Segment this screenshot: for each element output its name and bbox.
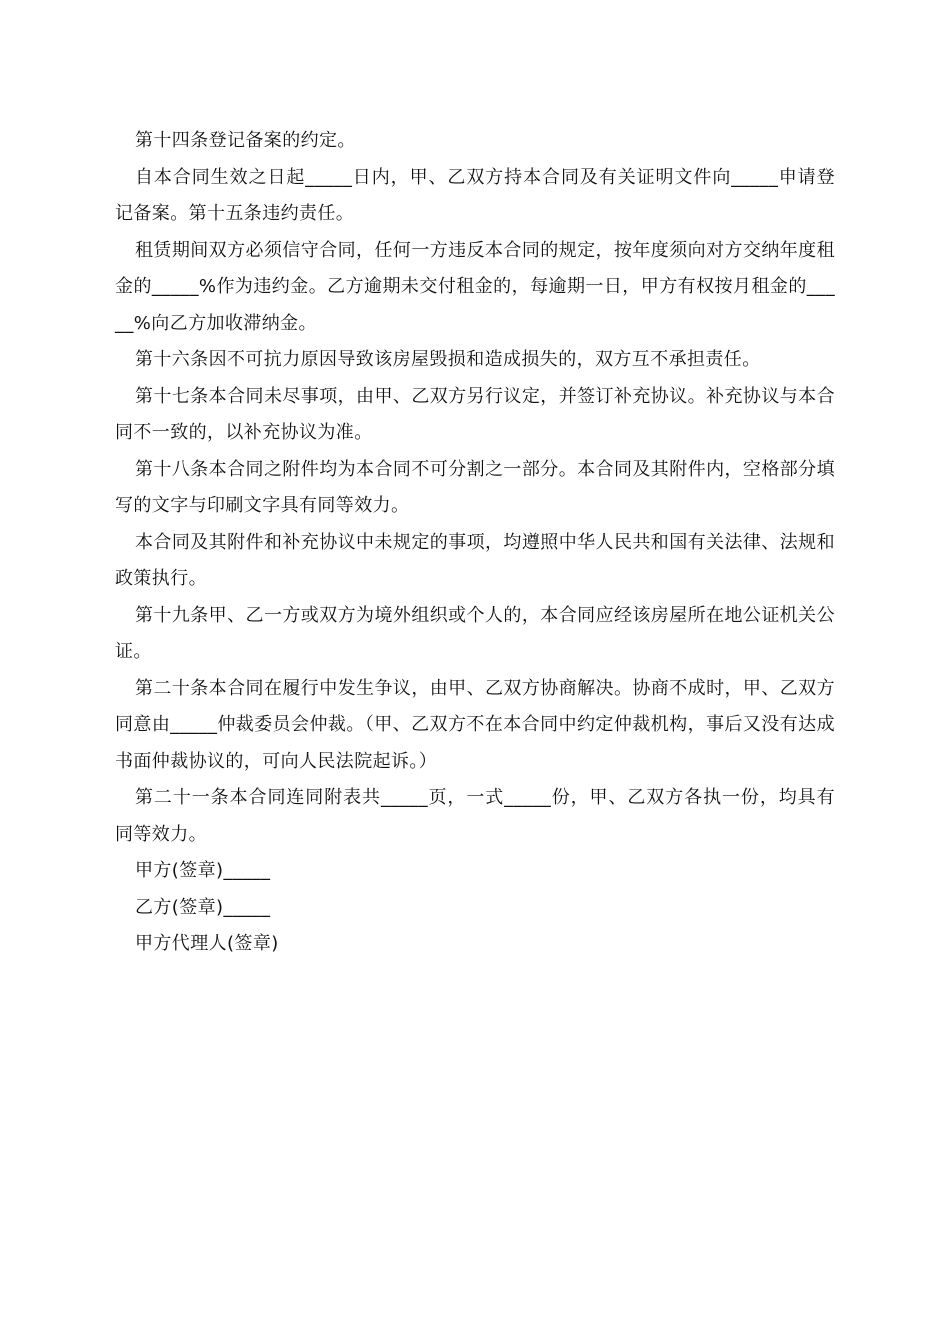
article-19-notarization: 第十九条甲、乙一方或双方为境外组织或个人的，本合同应经该房屋所在地公证机关公证。 <box>115 604 835 662</box>
party-a-signature-line: 甲方(签章)_____ <box>135 860 271 881</box>
party-a-agent-signature-line: 甲方代理人(签章) <box>135 933 279 954</box>
breach-liability-clause: 租赁期间双方必须信守合同，任何一方违反本合同的规定，按年度须向对方交纳年度租金的_____%作为违约金。乙方逾期未交付租金的，每逾期一日，甲方有权按月租金的_____%向乙方加收滞纳金。 <box>115 239 835 334</box>
contract-body <box>115 123 835 963</box>
article-18-attachments: 第十八条本合同之附件均为本合同不可分割之一部分。本合同及其附件内，空格部分填写的文字与印刷文字具有同等效力。 <box>115 458 835 516</box>
party-b-signature-line: 乙方(签章)_____ <box>135 896 271 918</box>
article-14-heading: 第十四条登记备案的约定。 <box>135 130 356 151</box>
unspecified-matters-clause: 本合同及其附件和补充协议中未规定的事项，均遵照中华人民共和国有关法律、法规和政策执行。 <box>115 531 835 589</box>
registration-filing-clause: 自本合同生效之日起_____日内，甲、乙双方持本合同及有关证明文件向_____申请登记备案。第十五条违约责任。 <box>115 166 835 224</box>
article-16-force-majeure: 第十六条因不可抗力原因导致该房屋毁损和造成损失的，双方互不承担责任。 <box>135 349 761 370</box>
article-20-dispute-resolution: 第二十条本合同在履行中发生争议，由甲、乙双方协商解决。协商不成时，甲、乙双方同意由_____仲裁委员会仲裁。（甲、乙双方不在本合同中约定仲裁机构，事后又没有达成书面仲裁协议的，可向人民法院起诉。） <box>115 677 835 772</box>
article-17-supplementary-agreement: 第十七条本合同未尽事项，由甲、乙双方另行议定，并签订补充协议。补充协议与本合同不一致的，以补充协议为准。 <box>115 385 835 443</box>
article-21-copies: 第二十一条本合同连同附表共_____页，一式_____份，甲、乙双方各执一份，均具有同等效力。 <box>115 787 835 845</box>
